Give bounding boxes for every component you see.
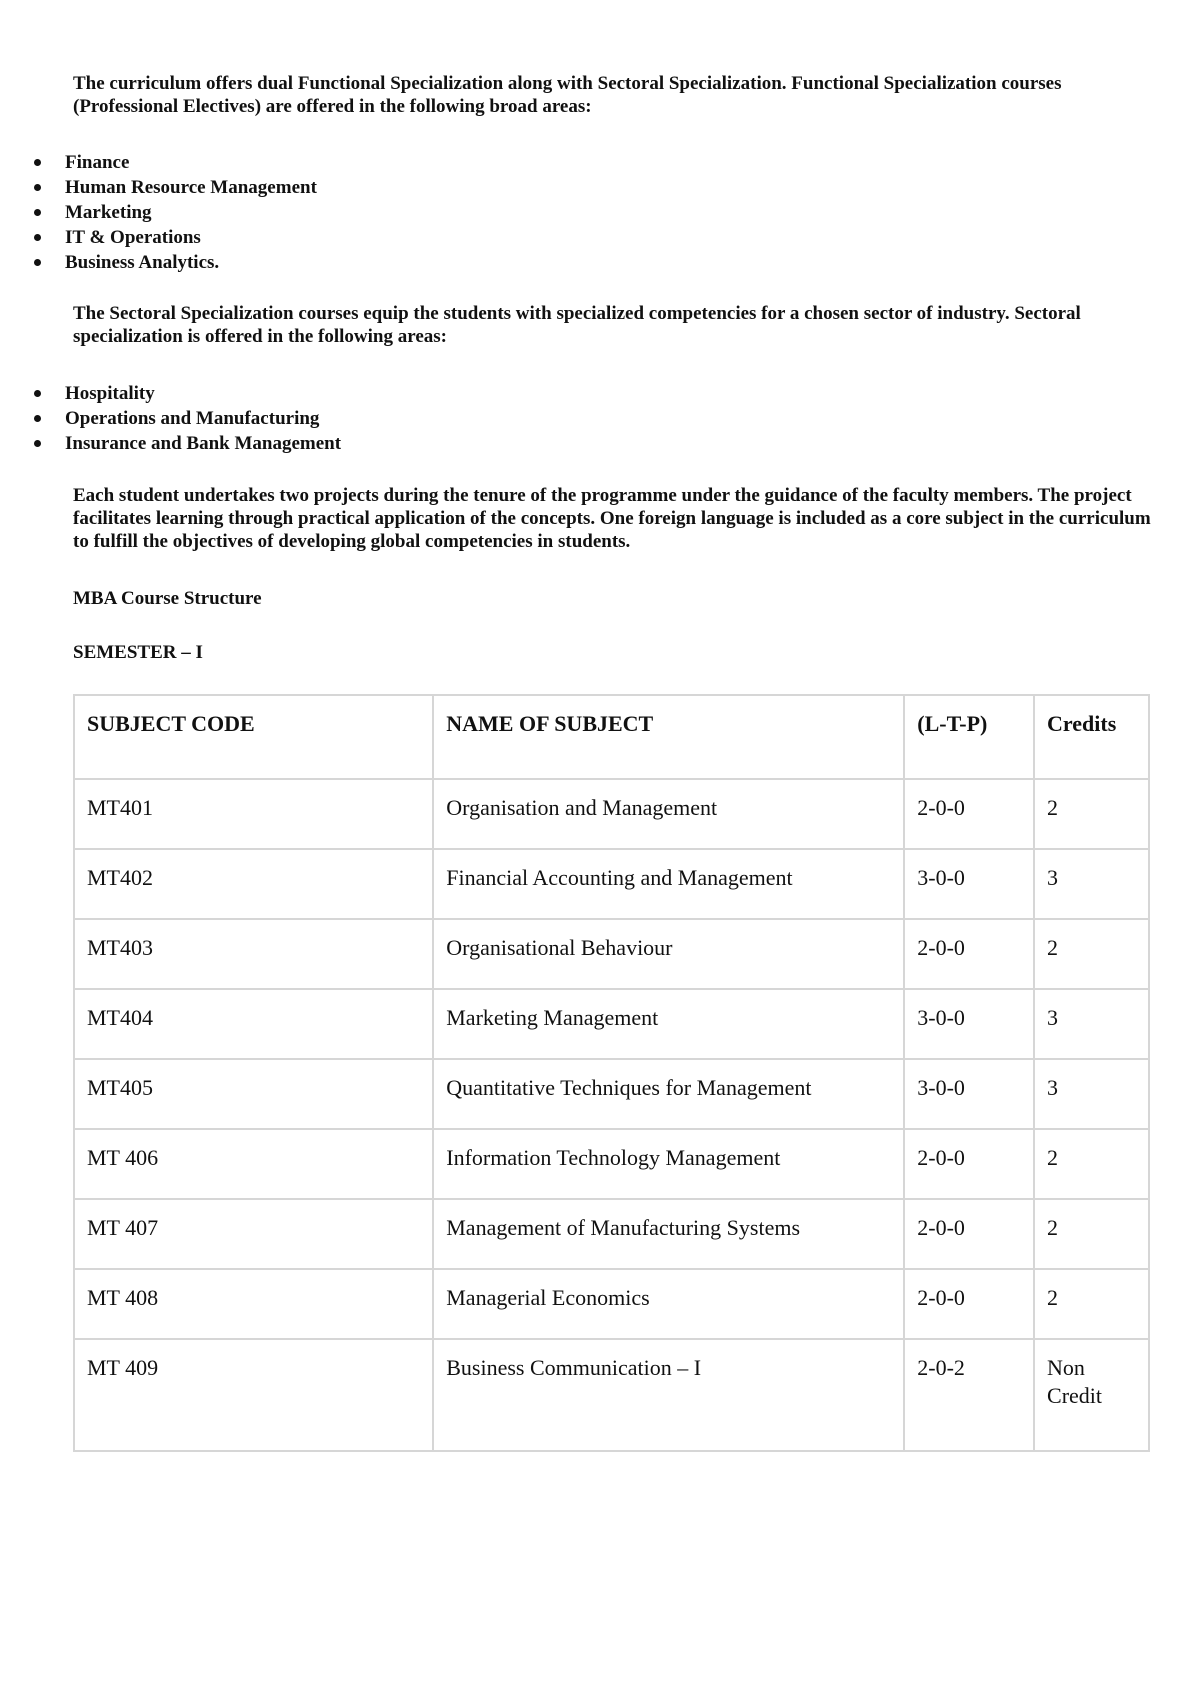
table-header-row [74,695,1149,779]
table-row [74,1199,1149,1269]
subject-name-cell: Information Technology Management [433,1129,904,1199]
list-item: Business Analytics. [0,250,317,275]
credits-cell: 3 [1034,849,1149,919]
subject-code-cell: MT 407 [74,1199,433,1269]
ltp-cell: 3-0-0 [904,1059,1034,1129]
list-item: Finance [0,150,317,175]
table-row [74,1129,1149,1199]
subject-name-cell: Organisation and Management [433,779,904,849]
subject-code-cell: MT 409 [74,1339,433,1451]
subject-code-cell: MT 406 [74,1129,433,1199]
bullet-icon [34,159,41,166]
header-subject-code: SUBJECT CODE [74,695,433,779]
bullet-icon [34,390,41,397]
ltp-cell: 3-0-0 [904,989,1034,1059]
credits-cell: 2 [1034,779,1149,849]
subject-code-cell: MT 408 [74,1269,433,1339]
table-row [74,849,1149,919]
ltp-cell: 2-0-0 [904,1269,1034,1339]
subject-code-cell: MT404 [74,989,433,1059]
list-item: IT & Operations [0,225,317,250]
table-row [74,989,1149,1059]
subject-name-cell: Business Communication – I [433,1339,904,1451]
credits-cell: 3 [1034,989,1149,1059]
sectoral-areas-list [0,381,341,456]
intro-paragraph: The curriculum offers dual Functional Specialization along with Sectoral Specialization. Functional Specialization courses (Professional Electives) are offered in the following broad areas: [73,73,1062,117]
subject-code-cell: MT402 [74,849,433,919]
ltp-cell: 2-0-0 [904,1129,1034,1199]
table-row [74,1059,1149,1129]
ltp-cell: 2-0-0 [904,779,1034,849]
subject-name-cell: Management of Manufacturing Systems [433,1199,904,1269]
course-table [73,694,1150,1452]
list-item: Operations and Manufacturing [0,406,341,431]
functional-areas-list [0,150,317,275]
ltp-cell: 2-0-2 [904,1339,1034,1451]
table-row [74,779,1149,849]
subject-name-cell: Organisational Behaviour [433,919,904,989]
table-row [74,919,1149,989]
header-credits: Credits [1034,695,1149,779]
subject-code-cell: MT401 [74,779,433,849]
sectoral-paragraph: The Sectoral Specialization courses equip the students with specialized competencies for a chosen sector of industry. Sectoral specialization is offered in the following areas: [73,303,1081,347]
projects-paragraph: Each student undertakes two projects during the tenure of the programme under the guidance of the faculty members. The project facilitates learning through practical application of the concepts. One foreign language is included as a core subject in the curriculum to fulfill the objectives of developing global competencies in students. [73,485,1151,552]
list-item: Marketing [0,200,317,225]
credits-cell: 2 [1034,919,1149,989]
subject-name-cell: Managerial Economics [433,1269,904,1339]
credits-cell: Non Credit [1034,1339,1149,1451]
bullet-icon [34,234,41,241]
bullet-icon [34,440,41,447]
course-structure-heading: MBA Course Structure [73,588,262,609]
list-item: Hospitality [0,381,341,406]
bullet-icon [34,184,41,191]
credits-cell: 2 [1034,1199,1149,1269]
ltp-cell: 2-0-0 [904,919,1034,989]
credits-cell: 2 [1034,1129,1149,1199]
credits-cell: 2 [1034,1269,1149,1339]
subject-code-cell: MT403 [74,919,433,989]
subject-name-cell: Financial Accounting and Management [433,849,904,919]
subject-name-cell: Marketing Management [433,989,904,1059]
header-subject-name: NAME OF SUBJECT [433,695,904,779]
credits-cell: 3 [1034,1059,1149,1129]
table-row [74,1269,1149,1339]
bullet-icon [34,415,41,422]
subject-name-cell: Quantitative Techniques for Management [433,1059,904,1129]
semester-heading: SEMESTER – I [73,642,203,663]
table-row [74,1339,1149,1451]
ltp-cell: 2-0-0 [904,1199,1034,1269]
subject-code-cell: MT405 [74,1059,433,1129]
header-ltp: (L-T-P) [904,695,1034,779]
bullet-icon [34,259,41,266]
list-item: Human Resource Management [0,175,317,200]
bullet-icon [34,209,41,216]
list-item: Insurance and Bank Management [0,431,341,456]
ltp-cell: 3-0-0 [904,849,1034,919]
